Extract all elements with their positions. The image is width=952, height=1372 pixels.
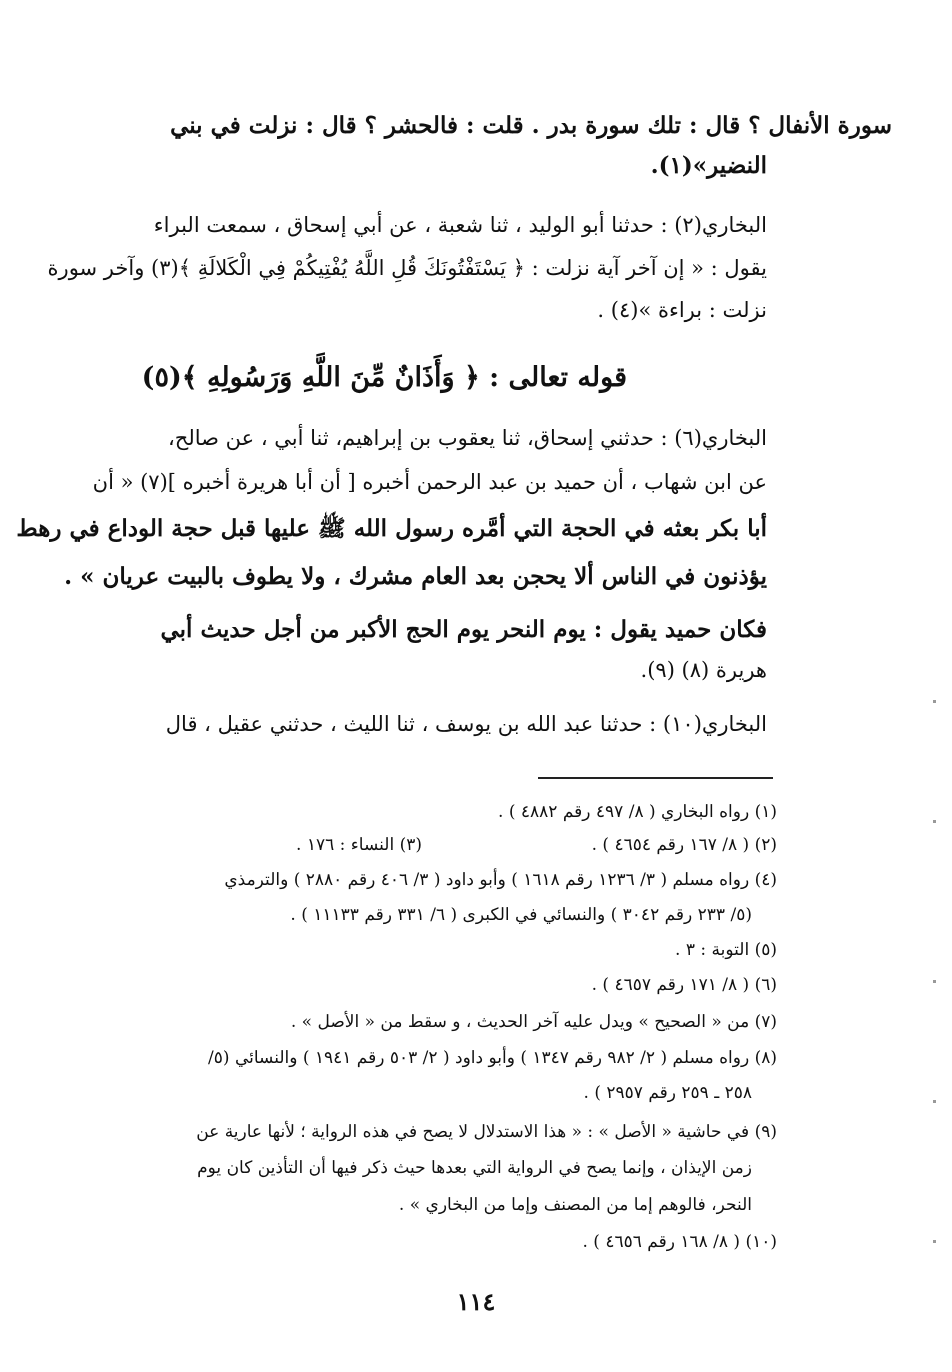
paragraph-4-line-1: فكان حميد يقول : يوم النحر يوم الحج الأكبر من أجل حديث أبي (160, 616, 767, 643)
scan-dot (933, 980, 936, 983)
footnote-5: (٥) التوبة : ٣ . (675, 940, 777, 960)
paragraph-4-line-2: هريرة (٨) (٩). (640, 658, 767, 682)
footnote-6: (٦) ( ٨/ ١٧١ رقم ٤٦٥٧ ) . (591, 975, 777, 995)
paragraph-5-line-1: البخاري(١٠) : حدثنا عبد الله بن يوسف ، ثنا الليث ، حدثني عقيل ، قال (165, 712, 767, 736)
section-heading: قوله تعالى : ﴿ وَأَذَانٌ مِّنَ اللَّهِ وَرَسُولِهِ ﴾(٥) (141, 362, 627, 393)
paragraph-3-line-1: البخاري(٦) : حدثني إسحاق، ثنا يعقوب بن إبراهيم، ثنا أبي ، عن صالح، (167, 426, 767, 450)
footnote-3: (٣) النساء : ١٧٦ . (296, 835, 422, 855)
footnote-2: (٢) ( ٨/ ١٦٧ رقم ٤٦٥٤ ) . (591, 835, 777, 855)
paragraph-2-line-2: يقول : « إن آخر آية نزلت : ﴿ يَسْتَفْتُونَكَ قُلِ اللَّهُ يُفْتِيكُمْ فِي الْكَلالَةِ ﴾(٣) وآخر سورة (47, 256, 767, 280)
paragraph-3-line-2: عن ابن شهاب ، أن حميد بن عبد الرحمن أخبره [ أن أبا هريرة أخبره ](٧) « أن (92, 470, 767, 494)
footnote-8-line-1: (٨) رواه مسلم ( ٢/ ٩٨٢ رقم ١٣٤٧ ) وأبو داود ( ٢/ ٥٠٣ رقم ١٩٤١ ) والنسائي (٥/ (208, 1048, 777, 1068)
footnote-9-line-3: النحر، فالوهم إما من المصنف وإما من البخاري » . (398, 1195, 752, 1215)
footnote-7: (٧) من « الصحيح » ويدل عليه آخر الحديث ، و سقط من « الأصل » . (290, 1012, 777, 1032)
footnote-8-line-2: ٢٥٨ ـ ٢٥٩ رقم ٢٩٥٧ ) . (583, 1083, 752, 1103)
paragraph-2-line-1: البخاري(٢) : حدثنا أبو الوليد ، ثنا شعبة ، عن أبي إسحاق ، سمعت البراء (153, 213, 767, 237)
footnote-10: (١٠) ( ٨/ ١٦٨ رقم ٤٦٥٦ ) . (582, 1232, 777, 1252)
footnote-1: (١) رواه البخاري ( ٨/ ٤٩٧ رقم ٤٨٨٢ ) . (498, 802, 777, 822)
paragraph-1-line-2: النضير»(١). (650, 152, 767, 179)
footnote-9-line-1: (٩) في حاشية « الأصل » : « هذا الاستدلال لا يصح في هذه الرواية ؛ لأنها عارية عن (196, 1122, 777, 1142)
page-number: ١١٤ (456, 1287, 496, 1316)
scan-dot (933, 700, 936, 703)
paragraph-1-line-1: سورة الأنفال ؟ قال : تلك سورة بدر . قلت : فالحشر ؟ قال : نزلت في بني (170, 112, 892, 139)
scan-dot (933, 1100, 936, 1103)
footnote-9-line-2: زمن الإيذان ، وإنما يصح في الرواية التي بعدها حيث ذكر فيها أن التأذين كان يوم (197, 1158, 752, 1178)
scan-dot (933, 1240, 936, 1243)
paragraph-3-line-3: أبا بكر بعثه في الحجة التي أمَّره رسول الله ﷺ عليها قبل حجة الوداع في رهط (16, 515, 767, 542)
footnote-separator (538, 777, 773, 779)
footnote-4-line-1: (٤) رواه مسلم ( ٣/ ١٢٣٦ رقم ١٦١٨ ) وأبو داود ( ٣/ ٤٠٦ رقم ٢٨٨٠ ) والترمذي (224, 870, 777, 890)
footnote-4-line-2: (٥/ ٢٣٣ رقم ٣٠٤٢ ) والنسائي في الكبرى ( ٦/ ٣٣١ رقم ١١١٣٣ ) . (290, 905, 752, 925)
paragraph-3-line-4: يؤذنون في الناس ألا يحجن بعد العام مشرك ، ولا يطوف بالبيت عريان » . (64, 563, 767, 590)
paragraph-2-line-3: نزلت : براءة »(٤) . (597, 298, 767, 322)
scan-dot (933, 820, 936, 823)
